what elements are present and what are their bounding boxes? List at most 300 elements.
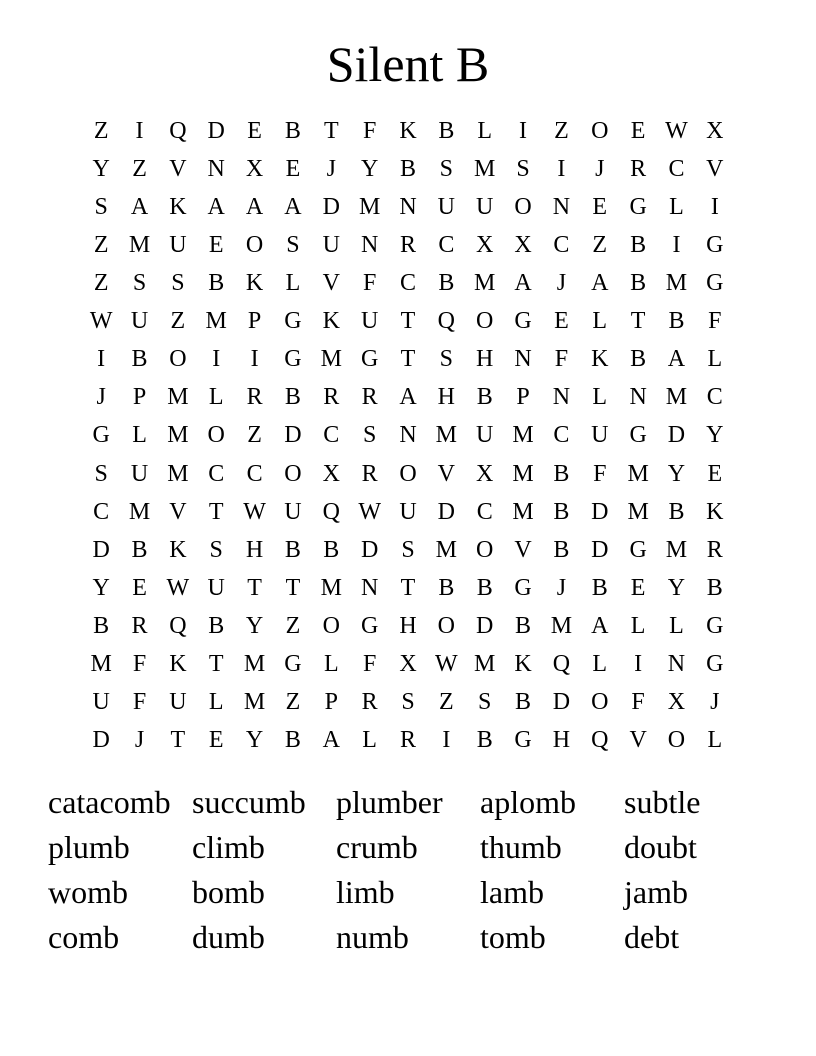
word-list-item: subtle [624, 784, 701, 820]
grid-letter: Q [437, 308, 456, 335]
grid-letter: M [358, 193, 381, 220]
grid-letter: W [243, 498, 266, 525]
grid-letter: L [592, 384, 608, 411]
grid-letter: N [552, 193, 571, 220]
grid-letter: E [630, 574, 646, 601]
grid-letter: C [476, 498, 493, 525]
grid-letter: B [668, 498, 685, 525]
word-list-item: succumb [192, 784, 306, 820]
grid-letter: M [474, 155, 496, 182]
grid-letter: Z [592, 231, 608, 258]
grid-letter: R [246, 384, 263, 411]
grid-letter: M [128, 498, 151, 525]
grid-letter: G [92, 422, 110, 449]
grid-letter: B [553, 498, 570, 525]
grid-letter: L [208, 384, 224, 411]
grid-letter: B [553, 536, 570, 563]
grid-letter: L [362, 727, 377, 754]
grid-letter: U [360, 308, 379, 335]
grid-letter: O [476, 308, 494, 335]
grid-letter: J [595, 155, 605, 182]
grid-letter: D [207, 117, 225, 144]
word-list-item: limb [336, 874, 395, 910]
grid-letter: E [707, 460, 723, 487]
grid-letter: M [665, 384, 688, 411]
grid-letter: O [591, 689, 609, 716]
grid-letter: S [132, 270, 147, 297]
grid-letter: Q [552, 651, 571, 678]
grid-letter: A [399, 384, 417, 411]
grid-letter: M [512, 498, 534, 525]
grid-letter: T [208, 651, 224, 678]
grid-letter: G [706, 231, 724, 258]
grid-letter: B [706, 574, 723, 601]
grid-letter: N [667, 651, 686, 678]
word-list-item: plumber [336, 784, 443, 820]
grid-letter: M [320, 574, 342, 601]
grid-letter: I [97, 346, 106, 373]
grid-letter: B [630, 231, 647, 258]
grid-letter: A [130, 193, 149, 220]
grid-letter: F [554, 346, 569, 373]
letter-grid [82, 112, 734, 760]
grid-letter: B [284, 727, 301, 754]
grid-letter: V [322, 270, 340, 297]
grid-letter: D [92, 536, 110, 563]
grid-letter: N [552, 384, 571, 411]
grid-letter: R [131, 613, 148, 640]
grid-letter: S [439, 346, 454, 373]
grid-letter: S [478, 689, 492, 716]
grid-letter: H [245, 536, 264, 563]
grid-letter: S [362, 422, 377, 449]
grid-letter: E [285, 155, 301, 182]
grid-letter: K [169, 651, 187, 678]
grid-letter: B [131, 346, 148, 373]
grid-letter: D [437, 498, 456, 525]
grid-letter: C [553, 231, 570, 258]
grid-letter: I [710, 193, 719, 220]
word-list-item: tomb [480, 919, 546, 955]
grid-letter: M [90, 651, 112, 678]
grid-letter: D [476, 613, 494, 640]
grid-letter: O [284, 460, 302, 487]
grid-letter: B [591, 574, 608, 601]
grid-letter: W [665, 117, 688, 144]
grid-letter: R [323, 384, 340, 411]
grid-letter: Y [667, 574, 686, 601]
grid-letter: Y [706, 422, 724, 449]
grid-letter: U [591, 422, 609, 449]
grid-letter: U [476, 193, 494, 220]
grid-letter: D [591, 498, 609, 525]
grid-letter: Z [93, 117, 109, 144]
grid-letter: B [208, 270, 225, 297]
grid-letter: F [362, 117, 377, 144]
grid-letter: G [284, 651, 302, 678]
grid-letter: X [706, 117, 724, 144]
grid-letter: Q [169, 613, 187, 640]
word-list-item: aplomb [480, 784, 576, 820]
grid-letter: G [284, 346, 302, 373]
grid-letter: F [631, 689, 645, 716]
grid-letter: G [360, 613, 379, 640]
grid-letter: G [514, 727, 532, 754]
grid-letter: T [170, 727, 186, 754]
grid-letter: C [553, 422, 570, 449]
grid-letter: I [557, 155, 566, 182]
grid-letter: X [514, 231, 532, 258]
grid-letter: E [630, 117, 646, 144]
grid-letter: J [556, 270, 567, 297]
grid-letter: O [667, 727, 686, 754]
grid-letter: X [667, 689, 686, 716]
grid-letter: K [322, 308, 340, 335]
grid-letter: K [399, 117, 417, 144]
grid-letter: W [166, 574, 190, 601]
grid-letter: C [438, 231, 455, 258]
grid-letter: B [515, 613, 532, 640]
grid-letter: U [130, 460, 149, 487]
grid-letter: C [323, 422, 340, 449]
grid-letter: R [399, 727, 416, 754]
grid-letter: U [169, 231, 187, 258]
grid-letter: P [324, 689, 338, 716]
grid-letter: D [92, 727, 110, 754]
grid-letter: A [207, 193, 225, 220]
word-list-item: dumb [192, 919, 265, 955]
grid-letter: S [401, 689, 415, 716]
grid-letter: G [629, 193, 647, 220]
grid-letter: B [323, 536, 340, 563]
grid-letter: I [212, 346, 221, 373]
grid-letter: J [326, 155, 336, 182]
grid-letter: Q [322, 498, 340, 525]
grid-letter: O [207, 422, 225, 449]
grid-letter: L [285, 270, 301, 297]
word-list-item: crumb [336, 829, 418, 865]
grid-letter: M [550, 613, 573, 640]
grid-letter: Y [360, 155, 379, 182]
grid-letter: R [706, 536, 723, 563]
grid-letter: B [93, 613, 110, 640]
grid-letter: A [322, 727, 340, 754]
grid-letter: O [476, 536, 494, 563]
grid-letter: H [437, 384, 456, 411]
grid-letter: M [512, 460, 534, 487]
grid-letter: I [634, 651, 643, 678]
grid-letter: N [629, 384, 647, 411]
grid-letter: B [553, 460, 570, 487]
grid-letter: Z [93, 270, 109, 297]
grid-letter: S [94, 460, 108, 487]
grid-letter: O [245, 231, 264, 258]
grid-letter: T [630, 308, 646, 335]
grid-letter: L [592, 651, 608, 678]
grid-letter: F [362, 651, 377, 678]
grid-letter: V [629, 727, 647, 754]
grid-letter: J [556, 574, 567, 601]
grid-letter: N [399, 193, 417, 220]
grid-letter: K [514, 651, 532, 678]
grid-letter: A [245, 193, 264, 220]
grid-letter: K [169, 536, 187, 563]
grid-letter: L [208, 689, 224, 716]
grid-letter: O [437, 613, 456, 640]
grid-letter: W [89, 308, 113, 335]
grid-letter: M [205, 308, 227, 335]
grid-letter: H [399, 613, 417, 640]
grid-letter: C [246, 460, 263, 487]
grid-letter: D [667, 422, 686, 449]
grid-letter: O [169, 346, 187, 373]
grid-letter: O [399, 460, 417, 487]
grid-letter: F [132, 689, 147, 716]
grid-letter: Y [245, 613, 264, 640]
grid-letter: V [514, 536, 532, 563]
grid-letter: T [285, 574, 301, 601]
grid-letter: G [706, 270, 724, 297]
grid-letter: H [552, 727, 571, 754]
grid-letter: G [360, 346, 379, 373]
grid-letter: B [208, 613, 225, 640]
grid-letter: B [438, 117, 455, 144]
grid-letter: M [167, 422, 189, 449]
grid-letter: Q [591, 727, 609, 754]
grid-letter: W [435, 651, 458, 678]
grid-letter: V [169, 155, 187, 182]
grid-letter: T [247, 574, 262, 601]
grid-letter: S [516, 155, 530, 182]
grid-letter: X [322, 460, 340, 487]
grid-letter: U [169, 689, 187, 716]
grid-letter: D [552, 689, 571, 716]
grid-letter: G [514, 574, 532, 601]
grid-letter: T [400, 574, 416, 601]
grid-letter: L [132, 422, 147, 449]
grid-letter: M [435, 422, 458, 449]
grid-letter: B [668, 308, 685, 335]
grid-letter: U [284, 498, 302, 525]
grid-letter: Z [247, 422, 262, 449]
grid-letter: S [286, 231, 300, 258]
grid-letter: C [399, 270, 416, 297]
grid-letter: D [360, 536, 379, 563]
grid-letter: V [437, 460, 456, 487]
grid-letter: M [243, 651, 266, 678]
grid-letter: M [512, 422, 534, 449]
grid-letter: B [399, 155, 416, 182]
word-list-item: climb [192, 829, 265, 865]
grid-letter: D [322, 193, 340, 220]
grid-letter: S [439, 155, 454, 182]
grid-letter: F [362, 270, 377, 297]
grid-letter: U [437, 193, 456, 220]
grid-letter: Y [92, 155, 110, 182]
grid-letter: M [167, 460, 189, 487]
grid-letter: C [93, 498, 110, 525]
grid-letter: N [399, 422, 417, 449]
grid-letter: B [630, 346, 647, 373]
grid-letter: T [400, 346, 416, 373]
grid-letter: J [710, 689, 720, 716]
grid-letter: E [247, 117, 262, 144]
word-list-item: jamb [624, 874, 688, 910]
grid-letter: A [284, 193, 302, 220]
grid-letter: L [707, 346, 723, 373]
grid-letter: L [707, 727, 723, 754]
grid-letter: V [169, 498, 187, 525]
grid-letter: T [323, 117, 339, 144]
grid-letter: L [323, 651, 339, 678]
grid-letter: E [592, 193, 608, 220]
grid-letter: J [134, 727, 145, 754]
word-list-item: plumb [48, 829, 130, 865]
grid-letter: B [476, 574, 493, 601]
grid-letter: U [92, 689, 110, 716]
grid-letter: P [132, 384, 147, 411]
grid-letter: Y [245, 727, 264, 754]
grid-letter: U [399, 498, 417, 525]
grid-letter: X [476, 231, 494, 258]
grid-letter: F [132, 651, 147, 678]
grid-letter: R [361, 460, 378, 487]
grid-letter: Y [92, 574, 110, 601]
grid-letter: B [438, 270, 455, 297]
grid-letter: M [627, 498, 649, 525]
grid-letter: G [629, 422, 647, 449]
grid-letter: L [477, 117, 493, 144]
grid-letter: M [665, 536, 688, 563]
grid-letter: M [665, 270, 688, 297]
grid-letter: E [208, 231, 224, 258]
word-list-item: comb [48, 919, 120, 955]
grid-letter: I [672, 231, 681, 258]
grid-letter: S [401, 536, 415, 563]
grid-letter: A [591, 270, 609, 297]
grid-letter: T [208, 498, 224, 525]
word-list-item: numb [336, 919, 409, 955]
grid-letter: B [476, 384, 493, 411]
grid-letter: O [591, 117, 609, 144]
grid-letter: C [208, 460, 225, 487]
word-list-item: bomb [192, 874, 265, 910]
grid-letter: M [435, 536, 458, 563]
grid-letter: D [591, 536, 609, 563]
word-list-item: womb [48, 874, 128, 910]
grid-letter: J [96, 384, 106, 411]
grid-letter: L [669, 613, 684, 640]
grid-letter: Q [169, 117, 187, 144]
grid-letter: T [400, 308, 416, 335]
word-list-item: doubt [624, 829, 697, 865]
grid-letter: Z [285, 613, 301, 640]
grid-letter: B [515, 689, 532, 716]
grid-letter: O [322, 613, 340, 640]
grid-letter: W [358, 498, 381, 525]
word-list-item: thumb [480, 829, 562, 865]
grid-letter: L [630, 613, 646, 640]
grid-letter: D [284, 422, 302, 449]
grid-letter: X [476, 460, 494, 487]
grid-letter: U [130, 308, 149, 335]
grid-letter: U [322, 231, 340, 258]
grid-letter: R [361, 384, 378, 411]
grid-letter: V [706, 155, 724, 182]
grid-letter: B [284, 384, 301, 411]
grid-letter: H [476, 346, 494, 373]
grid-letter: G [284, 308, 302, 335]
grid-letter: F [593, 460, 607, 487]
grid-letter: M [627, 460, 649, 487]
word-list-item: lamb [480, 874, 544, 910]
grid-letter: M [474, 270, 496, 297]
word-list-item: catacomb [48, 784, 171, 820]
grid-letter: B [131, 536, 148, 563]
grid-letter: N [360, 231, 379, 258]
grid-letter: Z [554, 117, 569, 144]
grid-letter: M [243, 689, 266, 716]
grid-letter: R [399, 231, 416, 258]
grid-letter: L [669, 193, 684, 220]
grid-letter: K [169, 193, 187, 220]
grid-letter: A [667, 346, 686, 373]
grid-letter: N [514, 346, 532, 373]
grid-letter: X [399, 651, 417, 678]
grid-letter: B [284, 117, 301, 144]
word-list [48, 780, 768, 960]
grid-letter: B [476, 727, 493, 754]
grid-letter: M [320, 346, 342, 373]
grid-letter: S [209, 536, 223, 563]
grid-letter: X [245, 155, 264, 182]
grid-letter: Z [93, 231, 109, 258]
grid-letter: C [668, 155, 685, 182]
grid-letter: L [592, 308, 608, 335]
grid-letter: G [514, 308, 532, 335]
grid-letter: Z [439, 689, 454, 716]
grid-letter: A [591, 613, 609, 640]
grid-letter: I [135, 117, 144, 144]
grid-letter: I [519, 117, 528, 144]
grid-letter: I [442, 727, 451, 754]
grid-letter: N [360, 574, 379, 601]
grid-letter: Y [667, 460, 686, 487]
grid-letter: U [476, 422, 494, 449]
grid-letter: G [629, 536, 647, 563]
grid-letter: R [630, 155, 647, 182]
grid-letter: Z [285, 689, 301, 716]
grid-letter: F [708, 308, 722, 335]
grid-letter: C [706, 384, 723, 411]
grid-letter: G [706, 651, 724, 678]
grid-letter: U [207, 574, 225, 601]
grid-letter: N [207, 155, 225, 182]
page-title: Silent B [326, 36, 490, 92]
grid-letter: K [245, 270, 264, 297]
grid-letter: S [94, 193, 108, 220]
grid-letter: A [514, 270, 532, 297]
grid-letter: E [132, 574, 147, 601]
grid-letter: B [438, 574, 455, 601]
grid-letter: O [514, 193, 532, 220]
grid-letter: B [284, 536, 301, 563]
grid-letter: S [171, 270, 185, 297]
grid-letter: I [250, 346, 259, 373]
grid-letter: K [706, 498, 724, 525]
grid-letter: K [591, 346, 609, 373]
grid-letter: B [630, 270, 647, 297]
